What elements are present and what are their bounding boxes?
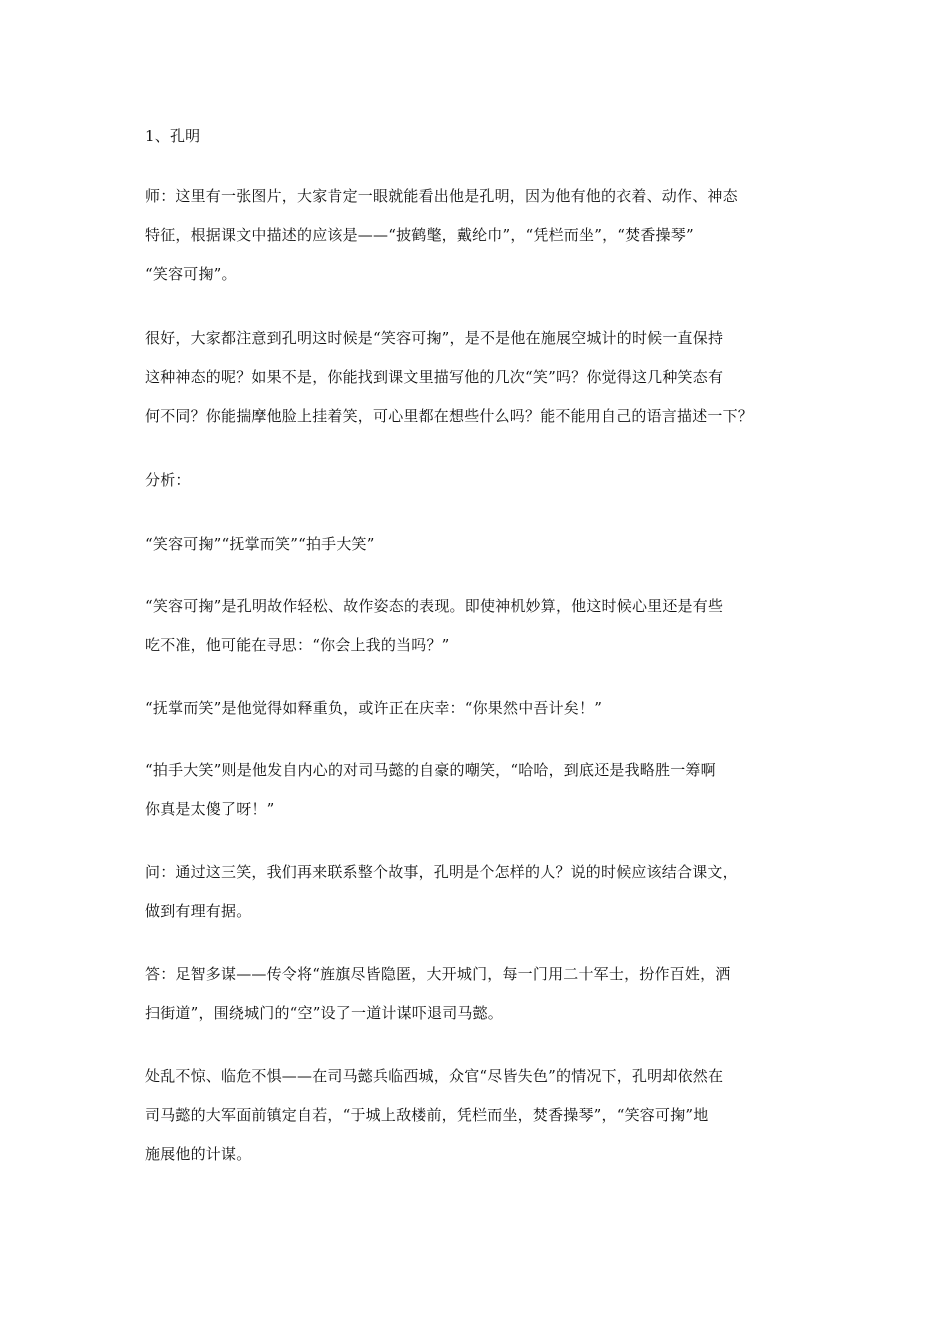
paragraph-line: 分析：: [145, 471, 191, 489]
paragraph-line: 师：这里有一张图片，大家肯定一眼就能看出他是孔明，因为他有他的衣着、动作、神态: [145, 187, 738, 205]
paragraph-smile-three: [145, 751, 810, 829]
paragraph-line: 扫街道”，围绕城门的“空”设了一道计谋吓退司马懿。: [145, 1004, 504, 1022]
section-heading: [145, 117, 810, 156]
paragraph-line: 很好，大家都注意到孔明这时候是“笑容可掬”，是不是他在施展空城计的时候一直保持: [145, 329, 724, 347]
paragraph-answer-calm: [145, 1057, 810, 1174]
heading-text: 1、孔明: [145, 127, 201, 145]
paragraph-question-character: [145, 853, 810, 931]
paragraph-line: 司马懿的大军面前镇定自若，“于城上敌楼前，凭栏而坐，焚香操琴”，“笑容可掬”地: [145, 1106, 709, 1124]
paragraph-three-smiles: [145, 525, 810, 564]
paragraph-line: 吃不准，他可能在寻思：“你会上我的当吗？”: [145, 636, 450, 654]
paragraph-line: “笑容可掬”。: [145, 265, 237, 283]
paragraph-line: 你真是太傻了呀！”: [145, 800, 275, 818]
paragraph-smile-one: [145, 587, 810, 665]
paragraph-line: 特征，根据课文中描述的应该是——“披鹤氅，戴纶巾”，“凭栏而坐”，“焚香操琴”: [145, 226, 694, 244]
paragraph-line: 问：通过这三笑，我们再来联系整个故事，孔明是个怎样的人？说的时候应该结合课文，: [145, 863, 738, 881]
paragraph-teacher-intro: [145, 177, 810, 294]
paragraph-line: “笑容可掬”“抚掌而笑”“拍手大笑”: [145, 535, 375, 553]
paragraph-line: 做到有理有据。: [145, 902, 252, 920]
paragraph-question-smiles: [145, 319, 810, 436]
paragraph-line: 施展他的计谋。: [145, 1145, 252, 1163]
paragraph-line: 答：足智多谋——传令将“旌旗尽皆隐匿，大开城门，每一门用二十军士，扮作百姓，洒: [145, 965, 731, 983]
paragraph-answer-wise: [145, 955, 810, 1033]
paragraph-line: “抚掌而笑”是他觉得如释重负，或许正在庆幸：“你果然中吾计矣！”: [145, 699, 603, 717]
paragraph-line: “拍手大笑”则是他发自内心的对司马懿的自豪的嘲笑，“哈哈，到底还是我略胜一筹啊: [145, 761, 716, 779]
paragraph-line: 何不同？你能揣摩他脸上挂着笑，可心里都在想些什么吗？能不能用自己的语言描述一下？: [145, 407, 754, 425]
paragraph-analysis-label: [145, 461, 810, 500]
paragraph-line: 处乱不惊、临危不惧——在司马懿兵临西城，众官“尽皆失色”的情况下，孔明却依然在: [145, 1067, 724, 1085]
paragraph-smile-two: [145, 689, 810, 728]
paragraph-line: “笑容可掬”是孔明故作轻松、故作姿态的表现。即使神机妙算，他这时候心里还是有些: [145, 597, 724, 615]
paragraph-line: 这种神态的呢？如果不是，你能找到课文里描写他的几次“笑”吗？你觉得这几种笑态有: [145, 368, 724, 386]
